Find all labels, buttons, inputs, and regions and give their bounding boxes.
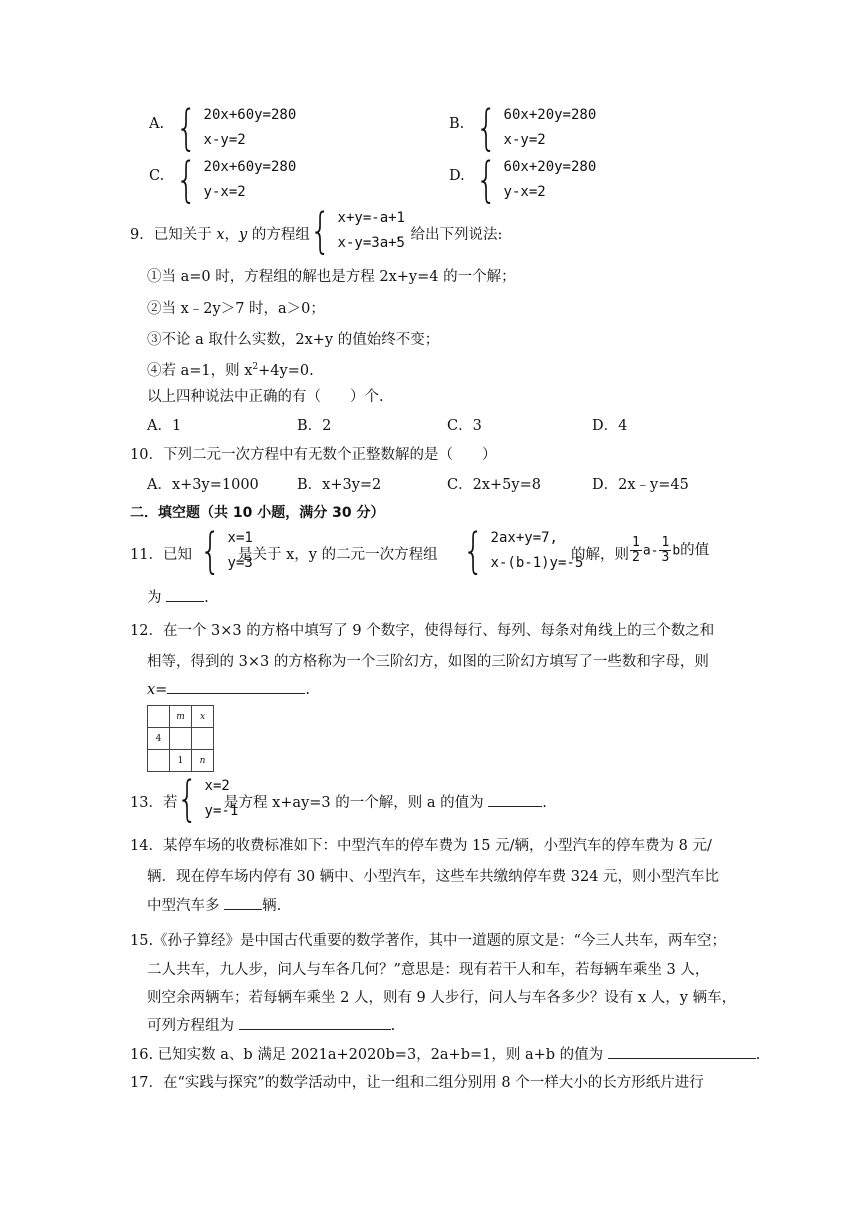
q15-line3: 则空余两辆车；若每辆车乘坐 2 人，则有 9 人步行，问人与车各多少？设有 x 人，y 辆车， [147, 990, 737, 1006]
q9-stem [130, 223, 310, 244]
equation: 20x+60y=280 [203, 107, 297, 123]
answer-blank[interactable] [608, 1044, 756, 1059]
text: 是方程 x+ay=3 的一个解，则 a 的值为 [224, 795, 484, 811]
q12-line1: 12．在一个 3×3 的方格中填写了 9 个数字，使得每行、每列、每条对角线上的三个数之和 [130, 623, 715, 639]
q12-line2: 相等，得到的 3×3 的方格称为一个三阶幻方，如图的三阶幻方填写了一些数和字母，则 [147, 654, 709, 670]
equation: y-x=2 [203, 184, 246, 200]
equation: x=1 [227, 530, 253, 546]
question-number: 9． [130, 227, 154, 243]
equation: 20x+60y=280 [203, 159, 297, 175]
text: 已知关于 [153, 227, 217, 243]
equation: 60x+20y=280 [503, 159, 597, 175]
answer-blank[interactable] [239, 1015, 391, 1030]
q14-line3 [147, 894, 281, 915]
equation: x-y=2 [203, 132, 246, 148]
q10-stem: 10．下列二元一次方程中有无数个正整数解的是（ ） [130, 447, 497, 463]
grid-cell: x [192, 706, 214, 728]
equation-system [171, 152, 297, 208]
q10-option-a: A．x+3y=1000 [147, 477, 259, 493]
q8-option-c-label: C. [149, 168, 165, 184]
grid-cell: n [192, 750, 214, 772]
q9-statement-4 [147, 359, 314, 380]
fraction [659, 536, 671, 565]
brace-icon: { [175, 100, 197, 156]
grid-cell: 4 [148, 728, 170, 750]
q15-line2: 二人共车，九人步，问人与车各几何？”意思是：现有若干人和车，若每辆车乘坐 3 人， [147, 962, 710, 978]
q9-equation-system [305, 203, 405, 259]
grid-cell: m [170, 706, 192, 728]
var: y [239, 227, 248, 243]
q11-line2: 为 . [147, 586, 209, 607]
equation-system [171, 100, 297, 156]
equation: y-x=2 [503, 184, 546, 200]
brace-icon: { [175, 152, 197, 208]
equation: y=-1 [204, 803, 239, 819]
text: x= [147, 682, 168, 698]
q10-option-b: B．x+3y=2 [297, 477, 382, 493]
q14-line2: 辆．现在停车场内停有 30 辆中、小型汽车，这些车共缴纳停车费 324 元，则小型汽车比 [147, 869, 720, 885]
grid-cell [170, 728, 192, 750]
brace-icon: { [199, 523, 221, 579]
magic-square-grid [147, 705, 214, 772]
brace-icon: { [176, 771, 198, 827]
q9-question: 以上四种说法中正确的有（ ）个. [147, 389, 384, 405]
answer-blank[interactable] [488, 792, 542, 807]
q9-option-c: C．3 [447, 418, 482, 434]
grid-cell: 1 [170, 750, 192, 772]
brace-icon: { [309, 203, 331, 259]
q11-equation-system [458, 523, 584, 579]
text: 辆. [262, 898, 282, 914]
equation: x=2 [204, 778, 230, 794]
q12-line3: x= . [147, 679, 310, 698]
q13-pre: 13．若 [130, 795, 178, 811]
q11-post [571, 536, 709, 565]
var: x [216, 227, 225, 243]
numerator: 1 [661, 535, 670, 550]
q14-line1: 14．某停车场的收费标准如下：中型汽车的停车费为 15 元/辆，小型汽车的停车费为 8 元/ [130, 838, 712, 854]
text: ④若 a=1，则 x [147, 363, 253, 379]
q9-option-b: B．2 [297, 418, 332, 434]
numerator: 1 [632, 535, 640, 550]
q15-line1: 15.《孙子算经》是中国古代重要的数学著作，其中一道题的原文是：“今三人共车，两车空； [130, 933, 726, 949]
q9-statement-2: ②当 x﹣2y＞7 时，a＞0； [147, 301, 325, 317]
equation: 2ax+y=7, [490, 530, 558, 546]
q15-line4: 可列方程组为 . [147, 1014, 395, 1035]
brace-icon: { [475, 100, 497, 156]
text: b [672, 543, 681, 559]
equation-system [471, 152, 597, 208]
answer-blank[interactable] [167, 679, 305, 694]
brace-icon: { [475, 152, 497, 208]
text: 为 [147, 590, 162, 606]
q9-option-a: A．1 [147, 418, 182, 434]
denominator: 3 [661, 550, 670, 565]
equation: x-y=3a+5 [337, 235, 405, 251]
q9-statement-3: ③不论 a 取什么实数，2x+y 的值始终不变； [147, 332, 440, 348]
text: 的值 [680, 542, 710, 559]
text: ， [224, 227, 240, 243]
text: a- [642, 543, 659, 559]
text: +4y=0. [258, 363, 314, 379]
equation: x-y=2 [503, 132, 546, 148]
equation: x+y=-a+1 [337, 210, 405, 226]
q11-mid: 是关于 x，y 的二元一次方程组 [238, 547, 438, 563]
brace-icon: { [462, 523, 484, 579]
text: 可列方程组为 [147, 1018, 234, 1034]
answer-blank[interactable] [166, 587, 204, 602]
q11-pre: 11．已知 [130, 547, 192, 563]
q9-stem-end: ，给出下列说法: [396, 227, 503, 243]
q8-option-b-label: B. [449, 116, 465, 132]
text: 的方程组 [247, 227, 310, 243]
q9-option-d: D．4 [592, 418, 628, 434]
equation-system [471, 100, 597, 156]
text: 的解，则 [571, 546, 629, 563]
equation: y=3 [227, 555, 253, 571]
q10-option-d: D．2x﹣y=45 [592, 477, 689, 493]
section-heading: 二．填空题（共 10 小题，满分 30 分） [130, 505, 385, 521]
q16: 16. 已知实数 a、b 满足 2021a+2020b=3，2a+b=1，则 a+b 的值为 . [130, 1043, 760, 1064]
equation: x-(b-1)y=-5 [490, 555, 584, 571]
q17-line1: 17．在“实践与探究”的数学活动中，让一组和二组分别用 8 个一样大小的长方形纸片进行 [130, 1075, 704, 1091]
text: 中型汽车多 [147, 898, 220, 914]
grid-cell [192, 728, 214, 750]
fraction [630, 536, 642, 565]
grid-cell [148, 706, 170, 728]
text: 16. 已知实数 a、b 满足 2021a+2020b=3，2a+b=1，则 a+b 的值为 [130, 1047, 604, 1063]
answer-blank[interactable] [224, 895, 262, 910]
q9-statement-1: ①当 a=0 时，方程组的解也是方程 2x+y=4 的一个解； [147, 269, 516, 285]
superscript: 2 [252, 362, 259, 373]
q13-post: 是方程 x+ay=3 的一个解，则 a 的值为 . [224, 791, 547, 812]
q8-option-d-label: D. [449, 168, 465, 184]
grid-cell [148, 750, 170, 772]
equation: 60x+20y=280 [503, 107, 597, 123]
denominator: 2 [632, 550, 640, 565]
q10-option-c: C．2x+5y=8 [447, 477, 541, 493]
q8-option-a-label: A. [149, 116, 165, 132]
